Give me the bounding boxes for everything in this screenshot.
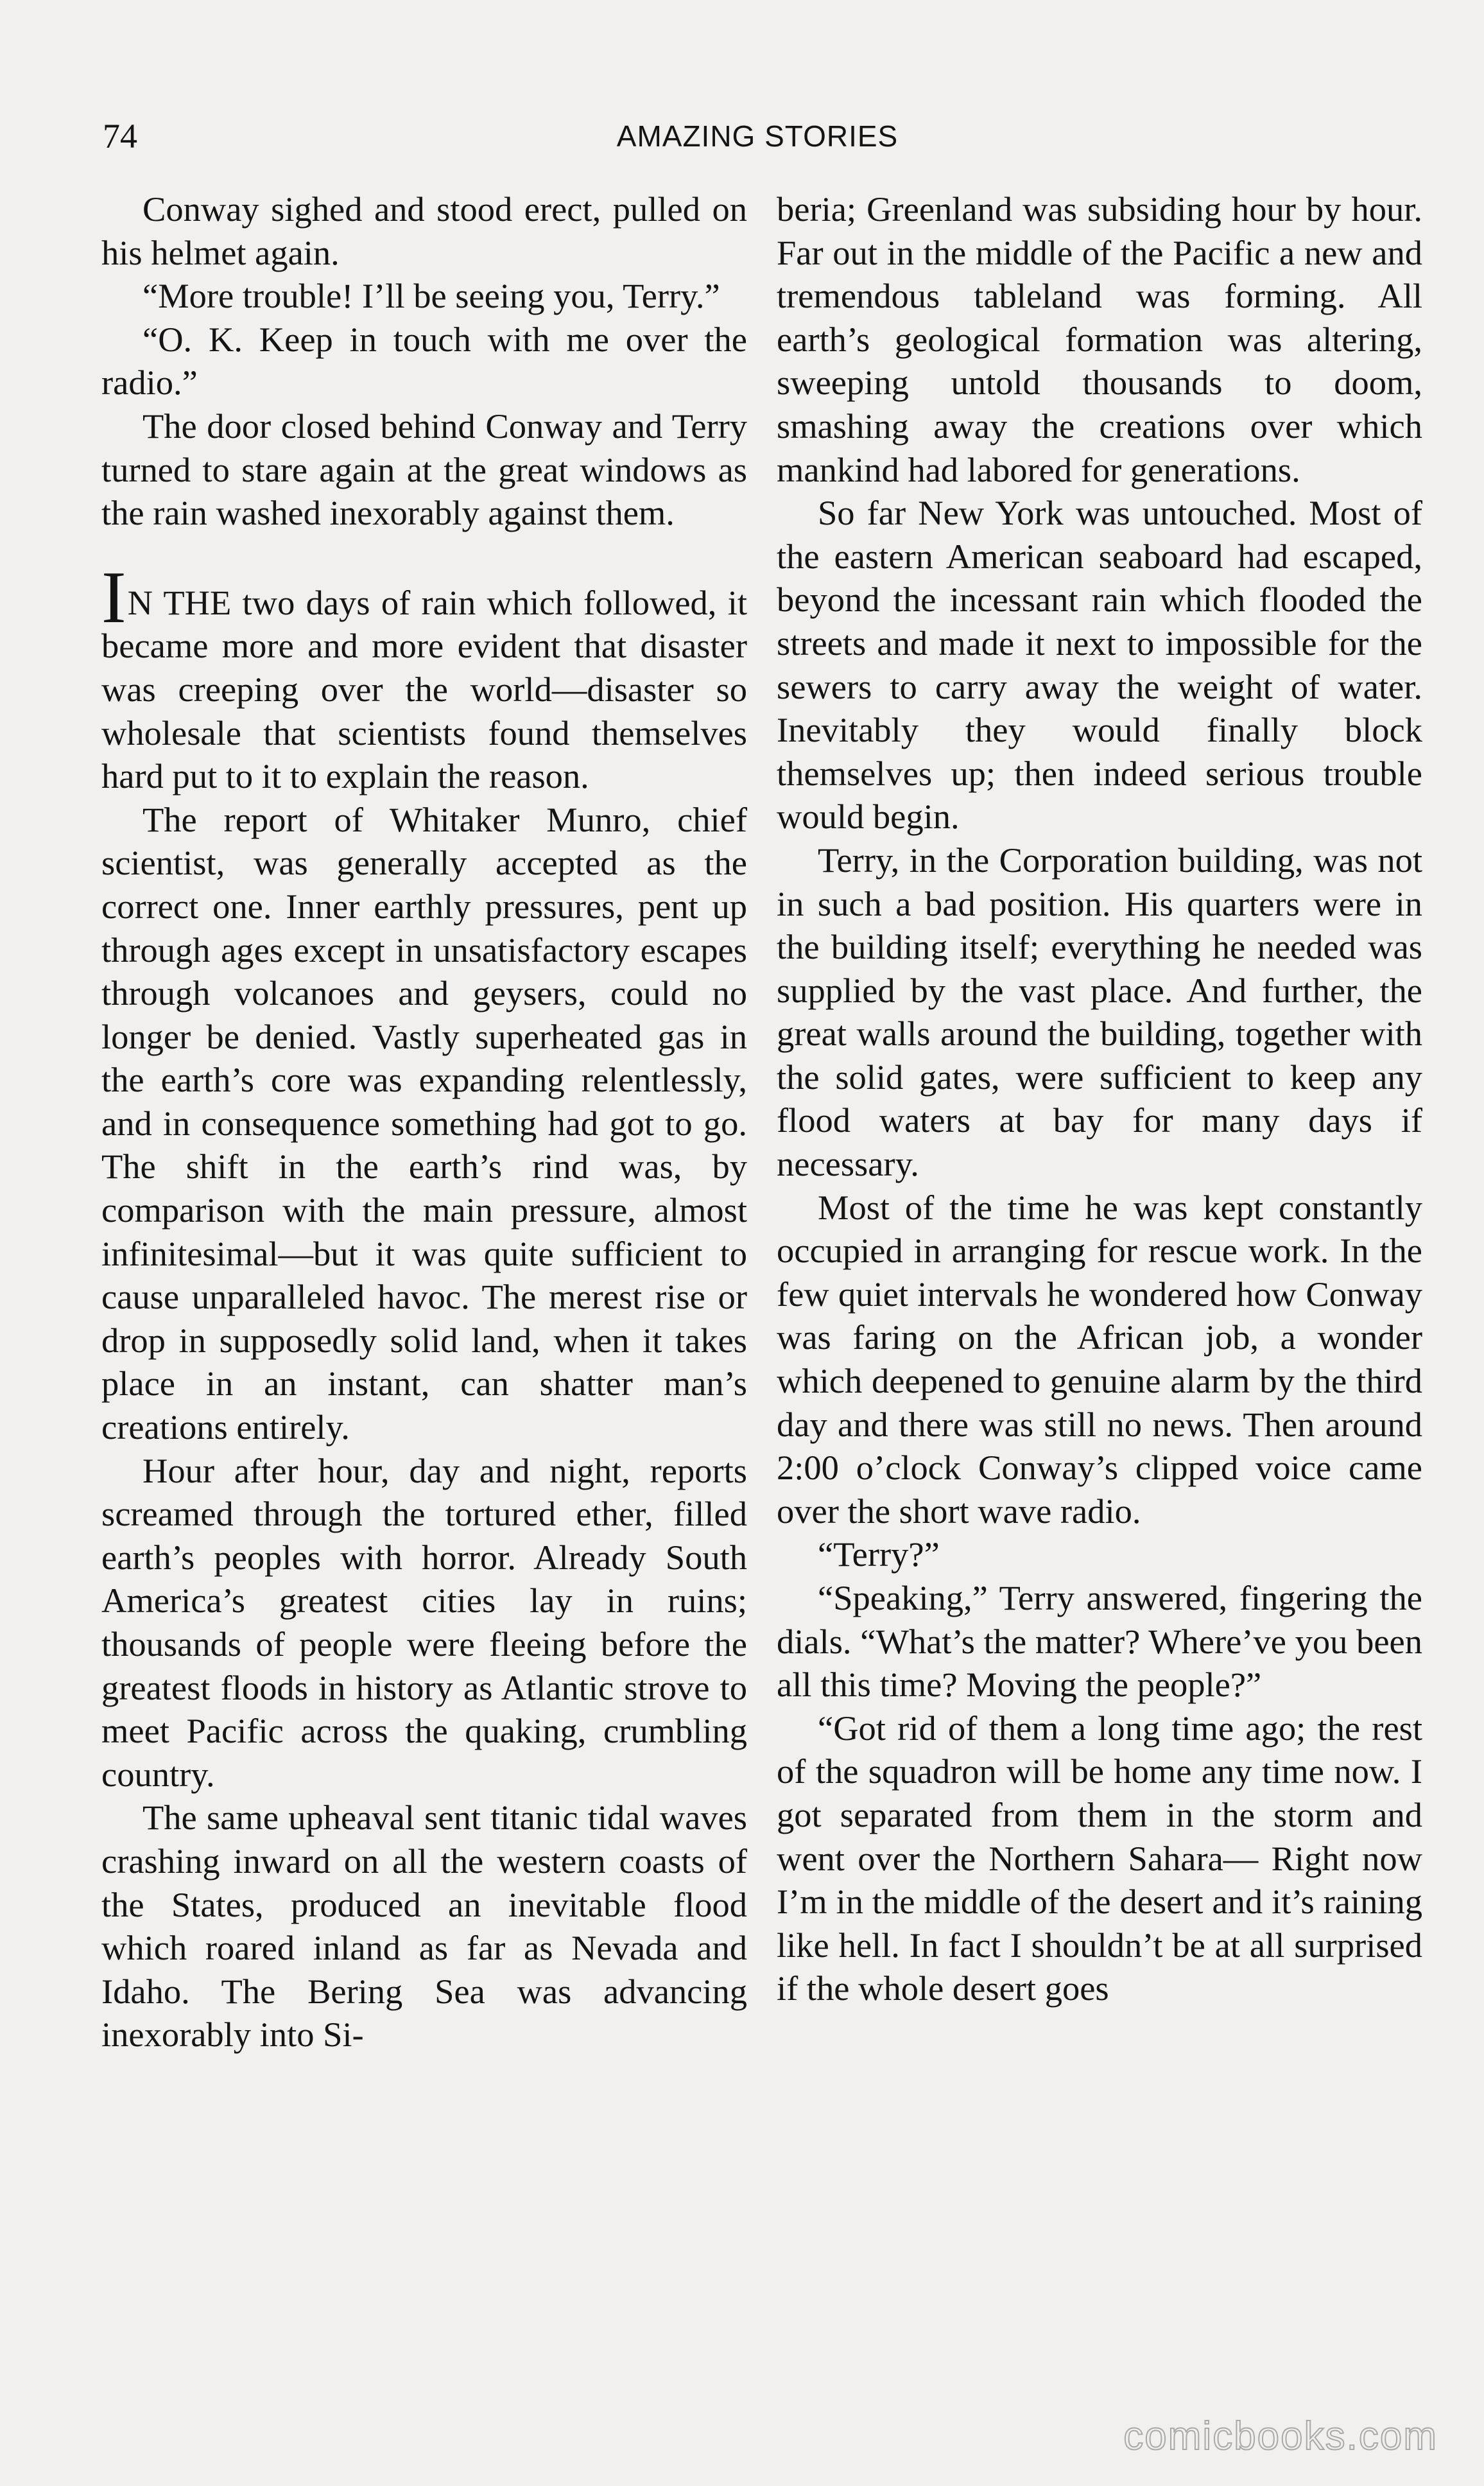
- paragraph: Terry, in the Corporation building, was not in such a bad position. His quarters were in the building itself; everything he needed was supplied by the vast place. And further, the great walls around the building, together with the solid gates, were sufficient to keep any flood waters at bay for many days if necessary.: [777, 840, 1422, 1184]
- left-column: [101, 187, 747, 2056]
- page-header: [103, 110, 1412, 162]
- section-opening-text: N THE two days of rain which followed, it became more and more evident that disaster was creeping over the world—disaster so wholesale that scientists found themselves hard put to it to explain the reason.: [101, 582, 747, 796]
- paragraph: “O. K. Keep in touch with me over the radio.”: [101, 319, 747, 403]
- paragraph: The report of Whitaker Munro, chief scientist, was generally accepted as the correct one. Inner earthly pressures, pent up through ages except in unsatisfactory escapes through volcanoes and geysers, could no longer be denied. Vastly superheated gas in the earth’s core was expanding relentlessly, and in consequence something had got to go. The shift in the earth’s rind was, by comparison with the main pressure, almost infinitesimal—but it was quite sufficient to cause unparalleled havoc. The merest rise or drop in supposedly solid land, when it takes place in an instant, can shatter man’s creations entirely.: [101, 799, 747, 1447]
- paragraph: Conway sighed and stood erect, pulled on his helmet again.: [101, 189, 747, 272]
- running-title: AMAZING STORIES: [616, 119, 899, 153]
- paragraph: The door closed behind Conway and Terry turned to stare again at the great windows as the rain washed inexorably against them.: [101, 406, 747, 533]
- drop-cap: I: [101, 556, 126, 639]
- paragraph: Most of the time he was kept constantly occupied in arranging for rescue work. In the few quiet intervals he wondered how Conway was faring on the African job, a wonder which deepened to genuine alarm by the third day and there was still no news. Then around 2:00 o’clock Conway’s clipped voice came over the short wave radio.: [777, 1187, 1422, 1531]
- continued-paragraph: beria; Greenland was subsiding hour by hour. Far out in the middle of the Pacific a new and tremendous tableland was forming. All earth’s geological formation was altering, sweeping untold thousands to doom, smashing away the creations over which mankind had labored for generations.: [777, 189, 1422, 489]
- paragraph: So far New York was untouched. Most of the eastern American seaboard had escaped, beyond the incessant rain which flooded the streets and made it next to impossible for the sewers to carry away the weight of water. Inevitably they would finally block themselves up; then indeed serious trouble would begin.: [777, 493, 1422, 837]
- paragraph: “Terry?”: [818, 1534, 940, 1574]
- paragraph: The same upheaval sent titanic tidal waves crashing inward on all the western coasts of the States, produced an inevitable flood which roared inland as far as Nevada and Idaho. The Bering Sea was advancing inexorably into Si-: [101, 1798, 747, 2055]
- paragraph: “Speaking,” Terry answered, fingering the dials. “What’s the matter? Where’ve you been all this time? Moving the people?”: [777, 1578, 1422, 1705]
- section-opening-paragraph: [101, 556, 747, 798]
- paragraph: “More trouble! I’ll be seeing you, Terry.”: [142, 276, 720, 316]
- paragraph: Hour after hour, day and night, reports screamed through the tortured ether, filled earth’s peoples with horror. Already South America’s greatest cities lay in ruins; thousands of people were fleeing before the greatest floods in history as Atlantic strove to meet Pacific across the quaking, crumbling country.: [101, 1450, 747, 1794]
- page-number: 74: [103, 117, 137, 155]
- paragraph: “Got rid of them a long time ago; the rest of the squadron will be home any time now. I got separated from them in the storm and went over the Northern Sahara— Right now I’m in the middle of the desert and it’s raining like hell. In fact I shouldn’t be at all surprised if the whole desert goes: [777, 1708, 1422, 2008]
- watermark: comicbooks.com: [1123, 2414, 1438, 2458]
- right-column: [777, 187, 1422, 2010]
